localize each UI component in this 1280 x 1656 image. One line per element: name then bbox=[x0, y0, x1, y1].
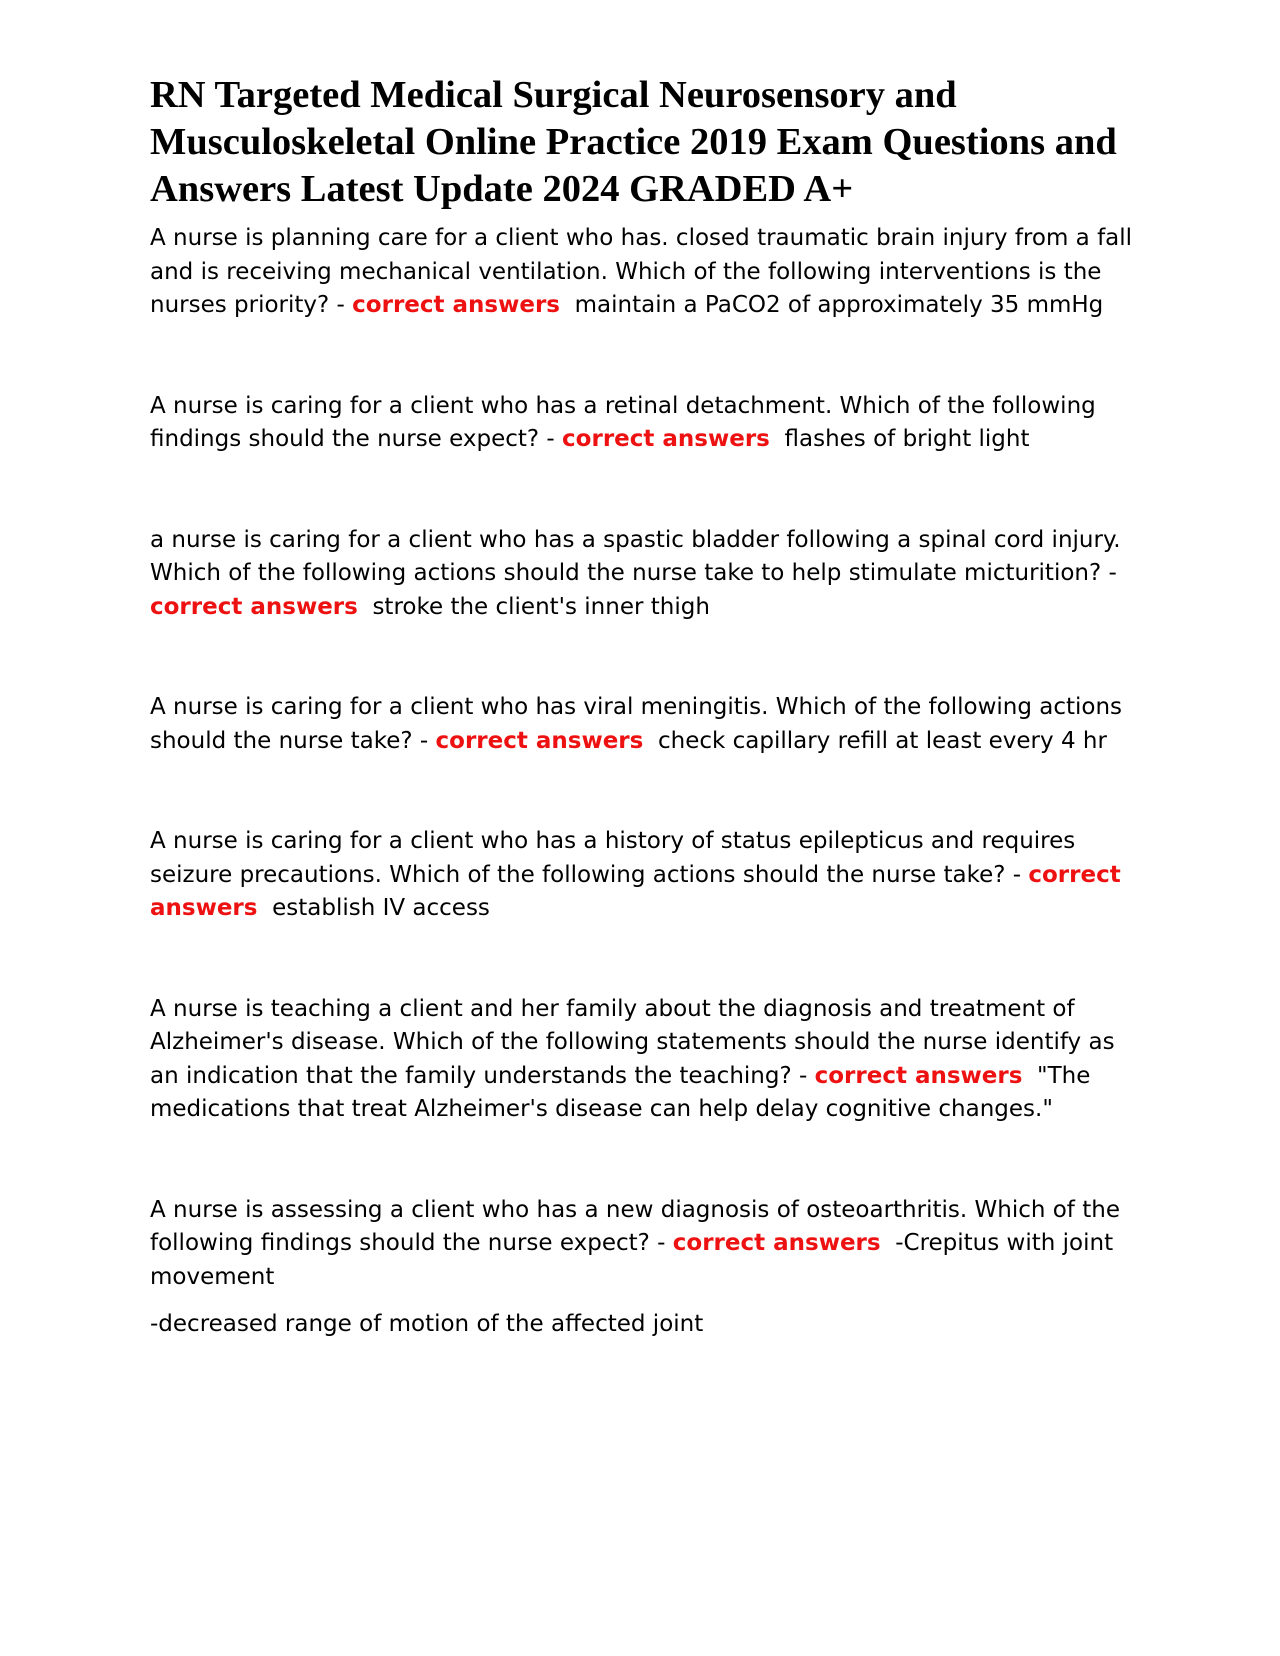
qa-item-3 bbox=[150, 524, 1135, 625]
document-title: RN Targeted Medical Surgical Neurosensory and Musculoskeletal Online Practice 2019 Exam Questions and Answers Latest Update 2024 GRADED A+ bbox=[150, 74, 1117, 210]
question-text: a nurse is caring for a client who has a spastic bladder following a spinal cord injury. Which of the following actions should the nurse take to help stimulate micturition? - bbox=[150, 526, 1121, 586]
answer-text: -Crepitus with joint movement bbox=[150, 1230, 1114, 1290]
qa-item-2 bbox=[150, 390, 1135, 457]
question-text: A nurse is caring for a client who has a history of status epilepticus and requires seizure precautions. Which of the following actions should the nurse take? - bbox=[150, 828, 1076, 888]
correct-answers-label: correct answers bbox=[814, 1062, 1023, 1089]
qa-item-5 bbox=[150, 825, 1135, 926]
correct-answers-label: correct answers bbox=[562, 426, 770, 452]
additional-finding: -decreased range of motion of the affected joint bbox=[150, 1311, 704, 1337]
correct-answers-label: correct answers bbox=[672, 1230, 881, 1256]
correct-answers-label: correct answers bbox=[150, 593, 358, 620]
qa-item-6 bbox=[150, 993, 1135, 1127]
qa-item-1 bbox=[150, 222, 1135, 323]
correct-answers-label: correct answers bbox=[352, 292, 560, 318]
answer-text: "The medications that treat Alzheimer's disease can help delay cognitive changes." bbox=[150, 1062, 1091, 1122]
answer-text: stroke the client's inner thigh bbox=[372, 593, 710, 620]
answer-text: maintain a PaCO2 of approximately 35 mmHg bbox=[574, 292, 1104, 318]
correct-answers-label: correct answers bbox=[435, 727, 644, 754]
answer-text: establish IV access bbox=[272, 895, 490, 921]
question-text: A nurse is planning care for a client who has. closed traumatic brain injury from a fall and is receiving mechanical ventilation. Which of the following interventions is the nurses priority? - bbox=[150, 225, 1133, 318]
correct-answers-label: correct answers bbox=[150, 861, 1121, 921]
qa-item-7 bbox=[150, 1194, 1135, 1295]
question-text: A nurse is caring for a client who has viral meningitis. Which of the following actions should the nurse take? - bbox=[150, 694, 1123, 754]
question-text: A nurse is assessing a client who has a new diagnosis of osteoarthritis. Which of the following findings should the nurse expect? - bbox=[150, 1196, 1120, 1256]
question-text: A nurse is caring for a client who has a retinal detachment. Which of the following findings should the nurse expect? - bbox=[150, 392, 1096, 452]
question-text: A nurse is teaching a client and her family about the diagnosis and treatment of Alzheimer's disease. Which of the following statements should the nurse identify as an indication that the family understands the teaching? - bbox=[150, 995, 1115, 1089]
qa-item-4 bbox=[150, 691, 1135, 758]
answer-text: flashes of bright light bbox=[784, 426, 1030, 452]
document-page bbox=[150, 72, 1135, 1342]
answer-text: check capillary refill at least every 4 hr bbox=[657, 727, 1107, 754]
